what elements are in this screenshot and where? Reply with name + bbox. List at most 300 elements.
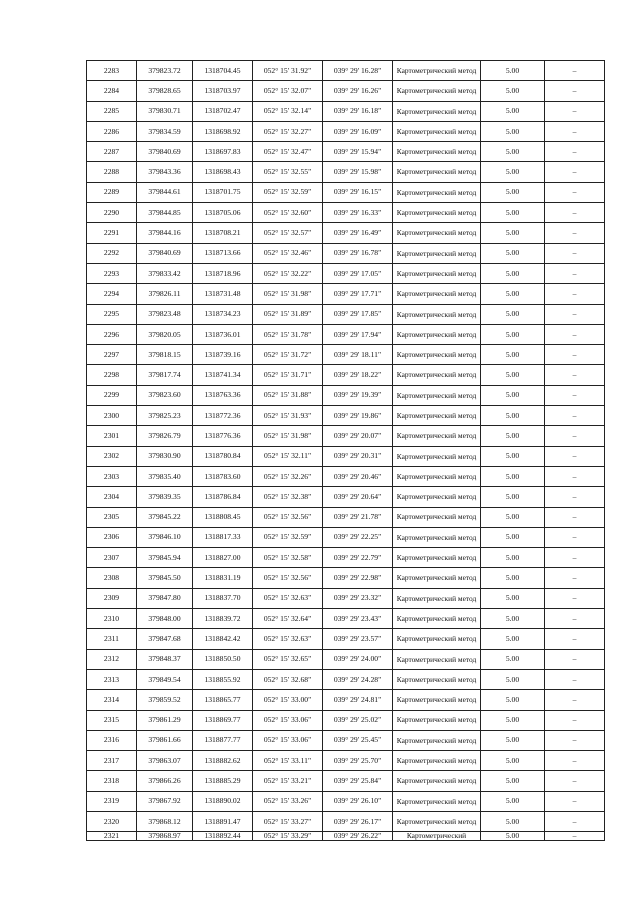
note-cell: – [545, 426, 605, 446]
accuracy-cell: 5.00 [481, 446, 545, 466]
accuracy-cell: 5.00 [481, 629, 545, 649]
longitude-cell: 039° 29' 26.17" [323, 811, 393, 831]
method-cell: Картометрический метод [393, 162, 481, 182]
y-coordinate-cell: 1318702.47 [193, 101, 253, 121]
table-row [87, 466, 605, 486]
longitude-cell: 039° 29' 26.10" [323, 791, 393, 811]
y-coordinate-cell: 1318885.29 [193, 771, 253, 791]
table-body [87, 61, 605, 841]
accuracy-cell: 5.00 [481, 669, 545, 689]
point-number-cell: 2298 [87, 365, 137, 385]
y-coordinate-cell: 1318701.75 [193, 182, 253, 202]
latitude-cell: 052° 15' 32.07" [253, 81, 323, 101]
note-cell: – [545, 690, 605, 710]
x-coordinate-cell: 379846.10 [137, 527, 193, 547]
point-number-cell: 2285 [87, 101, 137, 121]
accuracy-cell: 5.00 [481, 507, 545, 527]
latitude-cell: 052° 15' 33.00" [253, 690, 323, 710]
point-number-cell: 2307 [87, 548, 137, 568]
longitude-cell: 039° 29' 18.22" [323, 365, 393, 385]
accuracy-cell: 5.00 [481, 304, 545, 324]
method-cell: Картометрический метод [393, 588, 481, 608]
method-cell: Картометрический метод [393, 385, 481, 405]
accuracy-cell: 5.00 [481, 243, 545, 263]
note-cell: – [545, 81, 605, 101]
note-cell: – [545, 629, 605, 649]
accuracy-cell: 5.00 [481, 568, 545, 588]
latitude-cell: 052° 15' 32.47" [253, 142, 323, 162]
latitude-cell: 052° 15' 31.98" [253, 284, 323, 304]
accuracy-cell: 5.00 [481, 548, 545, 568]
longitude-cell: 039° 29' 22.25" [323, 527, 393, 547]
y-coordinate-cell: 1318736.01 [193, 324, 253, 344]
accuracy-cell: 5.00 [481, 466, 545, 486]
note-cell: – [545, 811, 605, 831]
point-number-cell: 2316 [87, 730, 137, 750]
note-cell: – [545, 304, 605, 324]
x-coordinate-cell: 379849.54 [137, 669, 193, 689]
x-coordinate-cell: 379817.74 [137, 365, 193, 385]
method-cell: Картометрический метод [393, 487, 481, 507]
accuracy-cell: 5.00 [481, 263, 545, 283]
point-number-cell: 2309 [87, 588, 137, 608]
x-coordinate-cell: 379830.90 [137, 446, 193, 466]
method-cell: Картометрический метод [393, 243, 481, 263]
x-coordinate-cell: 379845.50 [137, 568, 193, 588]
y-coordinate-cell: 1318869.77 [193, 710, 253, 730]
latitude-cell: 052° 15' 32.11" [253, 446, 323, 466]
latitude-cell: 052° 15' 31.78" [253, 324, 323, 344]
method-cell: Картометрический метод [393, 304, 481, 324]
table-row [87, 426, 605, 446]
x-coordinate-cell: 379826.79 [137, 426, 193, 446]
table-row [87, 609, 605, 629]
point-number-cell: 2286 [87, 121, 137, 141]
note-cell: – [545, 243, 605, 263]
longitude-cell: 039° 29' 19.39" [323, 385, 393, 405]
x-coordinate-cell: 379848.37 [137, 649, 193, 669]
point-number-cell: 2288 [87, 162, 137, 182]
table-row [87, 527, 605, 547]
method-cell: Картометрический метод [393, 730, 481, 750]
table-row [87, 588, 605, 608]
y-coordinate-cell: 1318741.34 [193, 365, 253, 385]
point-number-cell: 2299 [87, 385, 137, 405]
table-row [87, 548, 605, 568]
accuracy-cell: 5.00 [481, 365, 545, 385]
point-number-cell: 2313 [87, 669, 137, 689]
accuracy-cell: 5.00 [481, 588, 545, 608]
accuracy-cell: 5.00 [481, 162, 545, 182]
note-cell: – [545, 832, 605, 841]
note-cell: – [545, 284, 605, 304]
point-number-cell: 2284 [87, 81, 137, 101]
longitude-cell: 039° 29' 25.70" [323, 751, 393, 771]
y-coordinate-cell: 1318780.84 [193, 446, 253, 466]
table-row [87, 142, 605, 162]
latitude-cell: 052° 15' 31.72" [253, 345, 323, 365]
accuracy-cell: 5.00 [481, 203, 545, 223]
note-cell: – [545, 791, 605, 811]
table-row [87, 81, 605, 101]
table-row [87, 629, 605, 649]
method-cell: Картометрический метод [393, 507, 481, 527]
table-row [87, 487, 605, 507]
table-row [87, 101, 605, 121]
point-number-cell: 2294 [87, 284, 137, 304]
longitude-cell: 039° 29' 23.57" [323, 629, 393, 649]
accuracy-cell: 5.00 [481, 223, 545, 243]
x-coordinate-cell: 379823.60 [137, 385, 193, 405]
point-number-cell: 2290 [87, 203, 137, 223]
note-cell: – [545, 406, 605, 426]
method-cell: Картометрический метод [393, 710, 481, 730]
method-cell: Картометрический метод [393, 609, 481, 629]
method-cell: Картометрический метод [393, 284, 481, 304]
point-number-cell: 2315 [87, 710, 137, 730]
longitude-cell: 039° 29' 25.45" [323, 730, 393, 750]
longitude-cell: 039° 29' 26.22" [323, 832, 393, 841]
longitude-cell: 039° 29' 20.46" [323, 466, 393, 486]
method-cell: Картометрический метод [393, 406, 481, 426]
note-cell: – [545, 527, 605, 547]
y-coordinate-cell: 1318827.00 [193, 548, 253, 568]
x-coordinate-cell: 379825.23 [137, 406, 193, 426]
method-cell: Картометрический метод [393, 426, 481, 446]
y-coordinate-cell: 1318817.33 [193, 527, 253, 547]
x-coordinate-cell: 379830.71 [137, 101, 193, 121]
y-coordinate-cell: 1318837.70 [193, 588, 253, 608]
latitude-cell: 052° 15' 33.06" [253, 730, 323, 750]
point-number-cell: 2308 [87, 568, 137, 588]
longitude-cell: 039° 29' 23.43" [323, 609, 393, 629]
accuracy-cell: 5.00 [481, 811, 545, 831]
y-coordinate-cell: 1318772.36 [193, 406, 253, 426]
latitude-cell: 052° 15' 33.26" [253, 791, 323, 811]
y-coordinate-cell: 1318698.43 [193, 162, 253, 182]
x-coordinate-cell: 379834.59 [137, 121, 193, 141]
accuracy-cell: 5.00 [481, 751, 545, 771]
x-coordinate-cell: 379847.80 [137, 588, 193, 608]
note-cell: – [545, 385, 605, 405]
x-coordinate-cell: 379833.42 [137, 263, 193, 283]
y-coordinate-cell: 1318698.92 [193, 121, 253, 141]
longitude-cell: 039° 29' 17.85" [323, 304, 393, 324]
note-cell: – [545, 609, 605, 629]
method-cell: Картометрический метод [393, 649, 481, 669]
table-row [87, 832, 605, 841]
longitude-cell: 039° 29' 20.64" [323, 487, 393, 507]
x-coordinate-cell: 379859.52 [137, 690, 193, 710]
accuracy-cell: 5.00 [481, 730, 545, 750]
table-row [87, 263, 605, 283]
note-cell: – [545, 507, 605, 527]
point-number-cell: 2312 [87, 649, 137, 669]
longitude-cell: 039° 29' 20.31" [323, 446, 393, 466]
longitude-cell: 039° 29' 17.94" [323, 324, 393, 344]
accuracy-cell: 5.00 [481, 487, 545, 507]
table-row [87, 730, 605, 750]
x-coordinate-cell: 379844.85 [137, 203, 193, 223]
y-coordinate-cell: 1318708.21 [193, 223, 253, 243]
point-number-cell: 2291 [87, 223, 137, 243]
longitude-cell: 039° 29' 22.98" [323, 568, 393, 588]
method-cell: Картометрический метод [393, 629, 481, 649]
note-cell: – [545, 446, 605, 466]
latitude-cell: 052° 15' 33.11" [253, 751, 323, 771]
longitude-cell: 039° 29' 17.71" [323, 284, 393, 304]
accuracy-cell: 5.00 [481, 690, 545, 710]
note-cell: – [545, 182, 605, 202]
method-cell: Картометрический метод [393, 121, 481, 141]
table-row [87, 791, 605, 811]
y-coordinate-cell: 1318890.02 [193, 791, 253, 811]
accuracy-cell: 5.00 [481, 61, 545, 81]
point-number-cell: 2293 [87, 263, 137, 283]
x-coordinate-cell: 379826.11 [137, 284, 193, 304]
x-coordinate-cell: 379828.65 [137, 81, 193, 101]
method-cell: Картометрический метод [393, 811, 481, 831]
method-cell: Картометрический метод [393, 669, 481, 689]
point-number-cell: 2295 [87, 304, 137, 324]
longitude-cell: 039° 29' 16.28" [323, 61, 393, 81]
note-cell: – [545, 223, 605, 243]
table-row [87, 710, 605, 730]
latitude-cell: 052° 15' 31.98" [253, 426, 323, 446]
y-coordinate-cell: 1318776.36 [193, 426, 253, 446]
latitude-cell: 052° 15' 31.89" [253, 304, 323, 324]
table-row [87, 385, 605, 405]
latitude-cell: 052° 15' 32.56" [253, 507, 323, 527]
longitude-cell: 039° 29' 15.98" [323, 162, 393, 182]
longitude-cell: 039° 29' 24.00" [323, 649, 393, 669]
table-row [87, 243, 605, 263]
y-coordinate-cell: 1318850.50 [193, 649, 253, 669]
method-cell: Картометрический метод [393, 548, 481, 568]
longitude-cell: 039° 29' 16.15" [323, 182, 393, 202]
y-coordinate-cell: 1318786.84 [193, 487, 253, 507]
latitude-cell: 052° 15' 33.06" [253, 710, 323, 730]
point-number-cell: 2321 [87, 832, 137, 841]
accuracy-cell: 5.00 [481, 649, 545, 669]
point-number-cell: 2314 [87, 690, 137, 710]
x-coordinate-cell: 379840.69 [137, 243, 193, 263]
accuracy-cell: 5.00 [481, 81, 545, 101]
note-cell: – [545, 649, 605, 669]
point-number-cell: 2292 [87, 243, 137, 263]
x-coordinate-cell: 379820.05 [137, 324, 193, 344]
accuracy-cell: 5.00 [481, 324, 545, 344]
x-coordinate-cell: 379818.15 [137, 345, 193, 365]
point-number-cell: 2283 [87, 61, 137, 81]
x-coordinate-cell: 379868.97 [137, 832, 193, 841]
y-coordinate-cell: 1318697.83 [193, 142, 253, 162]
note-cell: – [545, 771, 605, 791]
y-coordinate-cell: 1318705.06 [193, 203, 253, 223]
longitude-cell: 039° 29' 17.05" [323, 263, 393, 283]
x-coordinate-cell: 379844.16 [137, 223, 193, 243]
x-coordinate-cell: 379848.00 [137, 609, 193, 629]
point-number-cell: 2289 [87, 182, 137, 202]
latitude-cell: 052° 15' 32.64" [253, 609, 323, 629]
x-coordinate-cell: 379861.29 [137, 710, 193, 730]
table-row [87, 406, 605, 426]
note-cell: – [545, 61, 605, 81]
note-cell: – [545, 487, 605, 507]
latitude-cell: 052° 15' 32.63" [253, 629, 323, 649]
table-row [87, 304, 605, 324]
method-cell: Картометрический метод [393, 345, 481, 365]
accuracy-cell: 5.00 [481, 710, 545, 730]
point-number-cell: 2303 [87, 466, 137, 486]
y-coordinate-cell: 1318842.42 [193, 629, 253, 649]
latitude-cell: 052° 15' 32.55" [253, 162, 323, 182]
table-row [87, 345, 605, 365]
method-cell: Картометрический метод [393, 203, 481, 223]
y-coordinate-cell: 1318877.77 [193, 730, 253, 750]
method-cell: Картометрический метод [393, 182, 481, 202]
latitude-cell: 052° 15' 33.29" [253, 832, 323, 841]
point-number-cell: 2287 [87, 142, 137, 162]
x-coordinate-cell: 379845.22 [137, 507, 193, 527]
longitude-cell: 039° 29' 16.33" [323, 203, 393, 223]
method-cell: Картометрический метод [393, 101, 481, 121]
x-coordinate-cell: 379843.36 [137, 162, 193, 182]
point-number-cell: 2306 [87, 527, 137, 547]
table-row [87, 324, 605, 344]
y-coordinate-cell: 1318734.23 [193, 304, 253, 324]
y-coordinate-cell: 1318808.45 [193, 507, 253, 527]
x-coordinate-cell: 379823.72 [137, 61, 193, 81]
accuracy-cell: 5.00 [481, 832, 545, 841]
table-row [87, 446, 605, 466]
longitude-cell: 039° 29' 24.28" [323, 669, 393, 689]
method-cell: Картометрический метод [393, 466, 481, 486]
y-coordinate-cell: 1318703.97 [193, 81, 253, 101]
note-cell: – [545, 142, 605, 162]
y-coordinate-cell: 1318783.60 [193, 466, 253, 486]
latitude-cell: 052° 15' 33.21" [253, 771, 323, 791]
longitude-cell: 039° 29' 19.86" [323, 406, 393, 426]
longitude-cell: 039° 29' 23.32" [323, 588, 393, 608]
method-cell: Картометрический метод [393, 527, 481, 547]
note-cell: – [545, 669, 605, 689]
table-row [87, 162, 605, 182]
longitude-cell: 039° 29' 16.78" [323, 243, 393, 263]
x-coordinate-cell: 379847.68 [137, 629, 193, 649]
latitude-cell: 052° 15' 32.58" [253, 548, 323, 568]
y-coordinate-cell: 1318839.72 [193, 609, 253, 629]
latitude-cell: 052° 15' 32.68" [253, 669, 323, 689]
x-coordinate-cell: 379844.61 [137, 182, 193, 202]
point-number-cell: 2310 [87, 609, 137, 629]
latitude-cell: 052° 15' 32.59" [253, 527, 323, 547]
point-number-cell: 2301 [87, 426, 137, 446]
latitude-cell: 052° 15' 32.56" [253, 568, 323, 588]
accuracy-cell: 5.00 [481, 609, 545, 629]
note-cell: – [545, 345, 605, 365]
note-cell: – [545, 263, 605, 283]
point-number-cell: 2304 [87, 487, 137, 507]
method-cell: Картометрический метод [393, 568, 481, 588]
note-cell: – [545, 548, 605, 568]
accuracy-cell: 5.00 [481, 426, 545, 446]
table-row [87, 182, 605, 202]
method-cell: Картометрический метод [393, 223, 481, 243]
latitude-cell: 052° 15' 31.92" [253, 61, 323, 81]
table-row [87, 203, 605, 223]
method-cell: Картометрический метод [393, 446, 481, 466]
table-row [87, 771, 605, 791]
x-coordinate-cell: 379823.48 [137, 304, 193, 324]
x-coordinate-cell: 379867.92 [137, 791, 193, 811]
point-number-cell: 2300 [87, 406, 137, 426]
longitude-cell: 039° 29' 16.18" [323, 101, 393, 121]
latitude-cell: 052° 15' 32.46" [253, 243, 323, 263]
x-coordinate-cell: 379868.12 [137, 811, 193, 831]
latitude-cell: 052° 15' 32.27" [253, 121, 323, 141]
note-cell: – [545, 710, 605, 730]
note-cell: – [545, 365, 605, 385]
longitude-cell: 039° 29' 25.02" [323, 710, 393, 730]
accuracy-cell: 5.00 [481, 527, 545, 547]
latitude-cell: 052° 15' 31.88" [253, 385, 323, 405]
table-row [87, 223, 605, 243]
note-cell: – [545, 324, 605, 344]
x-coordinate-cell: 379861.66 [137, 730, 193, 750]
table-row [87, 61, 605, 81]
y-coordinate-cell: 1318855.92 [193, 669, 253, 689]
point-number-cell: 2319 [87, 791, 137, 811]
note-cell: – [545, 466, 605, 486]
x-coordinate-cell: 379866.26 [137, 771, 193, 791]
accuracy-cell: 5.00 [481, 182, 545, 202]
table-row [87, 690, 605, 710]
accuracy-cell: 5.00 [481, 345, 545, 365]
note-cell: – [545, 121, 605, 141]
point-number-cell: 2311 [87, 629, 137, 649]
note-cell: – [545, 588, 605, 608]
method-cell: Картометрический метод [393, 61, 481, 81]
accuracy-cell: 5.00 [481, 791, 545, 811]
method-cell: Картометрический метод [393, 791, 481, 811]
latitude-cell: 052° 15' 32.59" [253, 182, 323, 202]
longitude-cell: 039° 29' 15.94" [323, 142, 393, 162]
latitude-cell: 052° 15' 32.60" [253, 203, 323, 223]
accuracy-cell: 5.00 [481, 385, 545, 405]
point-number-cell: 2296 [87, 324, 137, 344]
latitude-cell: 052° 15' 32.57" [253, 223, 323, 243]
point-number-cell: 2318 [87, 771, 137, 791]
point-number-cell: 2297 [87, 345, 137, 365]
longitude-cell: 039° 29' 16.49" [323, 223, 393, 243]
y-coordinate-cell: 1318882.62 [193, 751, 253, 771]
latitude-cell: 052° 15' 32.14" [253, 101, 323, 121]
latitude-cell: 052° 15' 31.93" [253, 406, 323, 426]
method-cell: Картометрический метод [393, 365, 481, 385]
x-coordinate-cell: 379845.94 [137, 548, 193, 568]
method-cell: Картометрический метод [393, 81, 481, 101]
longitude-cell: 039° 29' 18.11" [323, 345, 393, 365]
x-coordinate-cell: 379835.40 [137, 466, 193, 486]
y-coordinate-cell: 1318891.47 [193, 811, 253, 831]
note-cell: – [545, 162, 605, 182]
y-coordinate-cell: 1318892.44 [193, 832, 253, 841]
table-row [87, 507, 605, 527]
method-cell: Картометрический метод [393, 771, 481, 791]
longitude-cell: 039° 29' 21.78" [323, 507, 393, 527]
table-row [87, 669, 605, 689]
